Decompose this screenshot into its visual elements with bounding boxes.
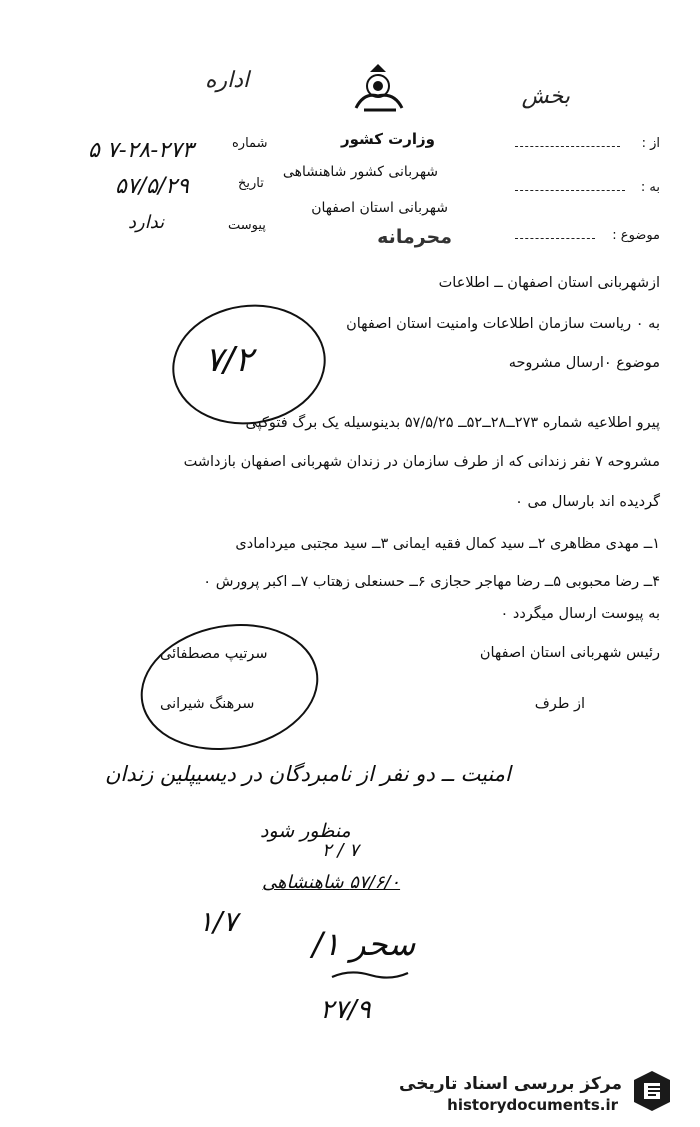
- field-number-label: شماره: [232, 136, 268, 151]
- on-behalf-label: از طرف: [534, 696, 585, 712]
- letter-closing-line: به پیوست ارسال میگردد ۰: [500, 606, 660, 622]
- handwritten-signature-mid: سحر ۱/: [312, 925, 416, 963]
- field-attachment-label: پیوست: [228, 218, 266, 233]
- letter-from-line: ازشهربانی استان اصفهان ــ اطلاعات: [438, 275, 660, 291]
- letter-subject-line: موضوع ۰ارسال مشروحه: [508, 355, 660, 371]
- field-from-label: از :: [641, 136, 660, 151]
- letter-paragraph-line-2: مشروحه ۷ نفر زندانی که از طرف سازمان در زندان شهربانی اصفهان بازداشت: [183, 454, 660, 470]
- letter-names-line-2: ۴ــ رضا محبوبی ۵ــ رضا مهاجر حجازی ۶ــ حسنعلی زهتاب ۷ــ اکبر پرورش ۰: [203, 574, 660, 590]
- field-to-label: به :: [640, 180, 660, 195]
- letter-to-line: به ۰ ریاست سازمان اطلاعات وامنیت استان اصفهان: [346, 316, 660, 332]
- corner-note-left: اداره: [205, 68, 250, 93]
- watermark-title: مرکز بررسی اسناد تاریخی: [399, 1074, 622, 1094]
- field-attachment-value: ندارد: [128, 212, 165, 233]
- organization-name: شهربانی کشور شاهنشاهی: [282, 164, 438, 180]
- signature-name-general: سرتیپ مصطفائی: [160, 646, 268, 662]
- handwritten-circle-signature: [131, 610, 329, 763]
- handwritten-initials-left: ۱/۷: [198, 905, 238, 938]
- handwritten-note-line-2: منظور شود: [260, 820, 351, 842]
- field-from-line: [515, 146, 620, 147]
- archive-logo-icon: [630, 1068, 674, 1114]
- letter-paragraph-line-3: گردیده اند بارسال می ۰: [515, 494, 660, 510]
- field-subject-line: [515, 238, 595, 239]
- letter-names-line-1: ۱ــ مهدی مظاهری ۲ــ سید کمال فقیه ایمانی ۳ــ سید مجتبی میردامادی: [235, 536, 660, 552]
- field-subject-label: موضوع :: [612, 228, 660, 243]
- watermark-url[interactable]: historydocuments.ir: [447, 1096, 618, 1114]
- letter-paragraph-line-1: پیرو اطلاعیه شماره ۲۷۳ــ۲۸ــ۵۲ــ ۵۷/۵/۲۵ بدینوسیله یک برگ فتوکپی: [245, 415, 660, 431]
- received-stamp: ۵۷/۶/۰ شاهنشاهی: [262, 872, 401, 893]
- field-to-line: [515, 190, 625, 191]
- handwritten-note-line-1: امنیت ــ دو نفر از نامبردگان در دیسیپلین زندان: [105, 762, 511, 786]
- handwritten-bottom-number: ۲۷/۹: [320, 995, 371, 1025]
- lion-and-sun-emblem-icon: [350, 62, 410, 114]
- field-number-value: ۵ ۷-۲۸-۲۷۳: [88, 138, 194, 163]
- field-date-value: ۵۷/۵/۲۹: [115, 174, 189, 199]
- corner-note-right: بخش: [521, 84, 570, 109]
- field-date-label: تاریخ: [238, 176, 264, 191]
- ministry-name: وزارت کشور: [340, 130, 435, 148]
- signature-name-colonel: سرهنگ شیرانی: [160, 696, 255, 712]
- signature-underline-icon: [330, 965, 410, 985]
- handwritten-circle-note: ۷/۲: [205, 340, 253, 380]
- confidential-stamp: محرمانه: [377, 226, 452, 248]
- organization-subname: شهربانی استان اصفهان: [311, 200, 448, 216]
- signature-title: رئیس شهربانی استان اصفهان: [479, 645, 660, 661]
- handwritten-note-date: ۲ / ۷: [322, 840, 359, 861]
